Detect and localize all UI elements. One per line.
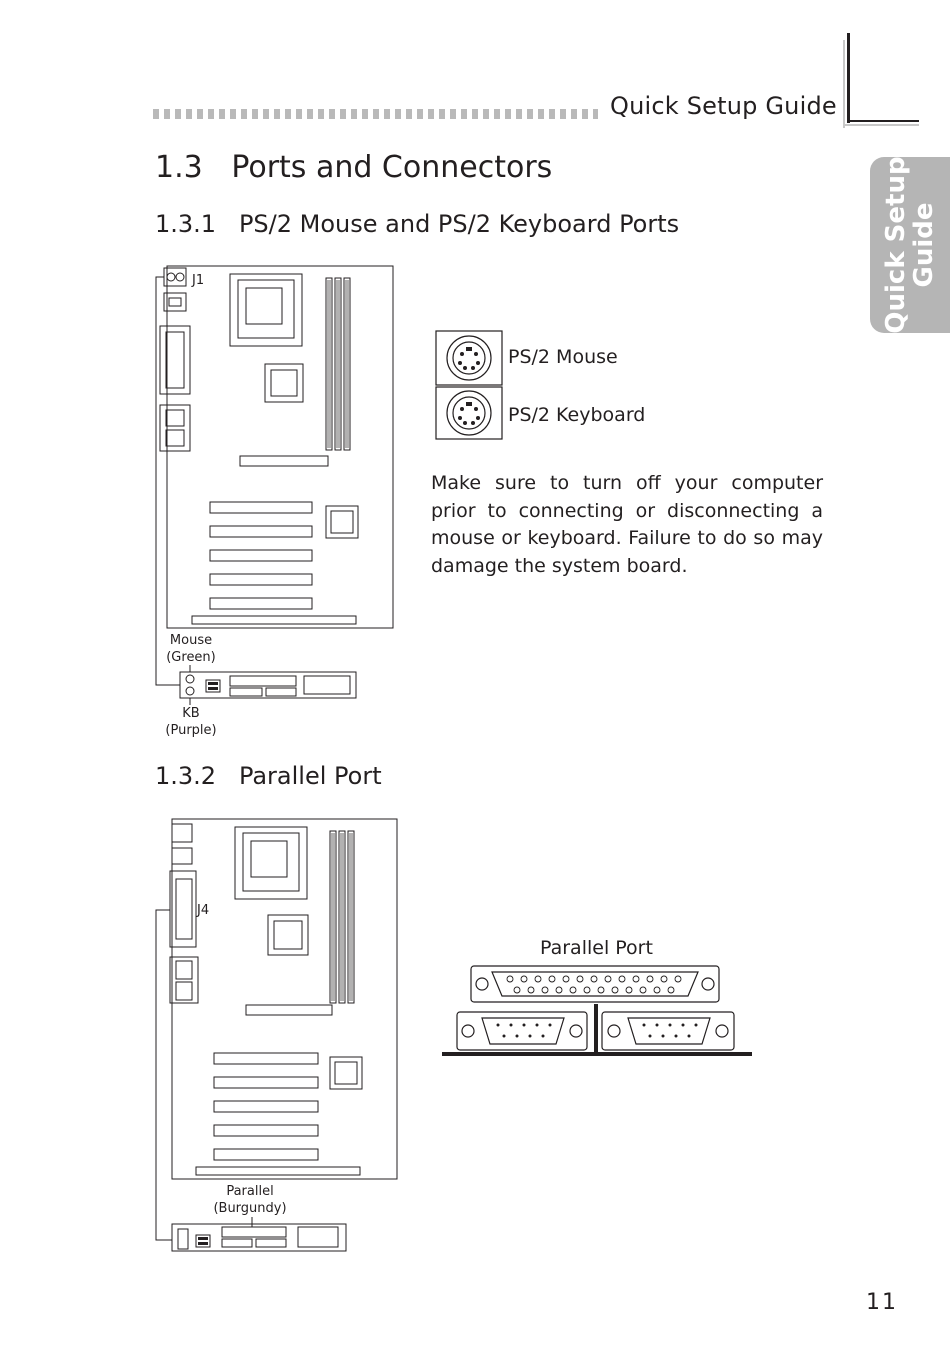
subsection-title-parallel: 1.3.2 Parallel Port — [155, 762, 382, 790]
ps2-ports-drawing — [435, 330, 507, 442]
corner-mark-vertical — [847, 33, 850, 123]
running-title: Quick Setup Guide — [610, 92, 837, 120]
board-label-j1: J1 — [192, 273, 205, 288]
page-number: 11 — [866, 1290, 898, 1315]
ps2-mouse-label: PS/2 Mouse — [508, 346, 618, 368]
mouse-callout-label: Mouse (Green) — [166, 633, 216, 665]
corner-mark-horizontal — [849, 120, 919, 122]
parallel-callout-label: Parallel (Burgundy) — [213, 1184, 287, 1216]
corner-mark-shadow — [843, 40, 845, 128]
corner-mark-shadow-h — [845, 124, 919, 126]
section-title: 1.3 Ports and Connectors — [155, 150, 553, 185]
board-label-j4: J4 — [197, 903, 210, 918]
subsection-title-ps2: 1.3.1 PS/2 Mouse and PS/2 Keyboard Ports — [155, 210, 680, 238]
parallel-port-caption: Parallel Port — [540, 937, 653, 959]
chapter-side-tab-label: Quick Setup Guide — [881, 156, 939, 334]
kb-callout-label: KB (Purple) — [165, 706, 217, 738]
parallel-port-drawing — [440, 962, 756, 1057]
header-dotted-rule — [153, 109, 598, 119]
ps2-caution-note: Make sure to turn off your computer prior to connecting or disconnecting a mouse or keyboard. Failure to do so may damage the system board. — [431, 472, 823, 577]
ps2-keyboard-label: PS/2 Keyboard — [508, 404, 646, 426]
